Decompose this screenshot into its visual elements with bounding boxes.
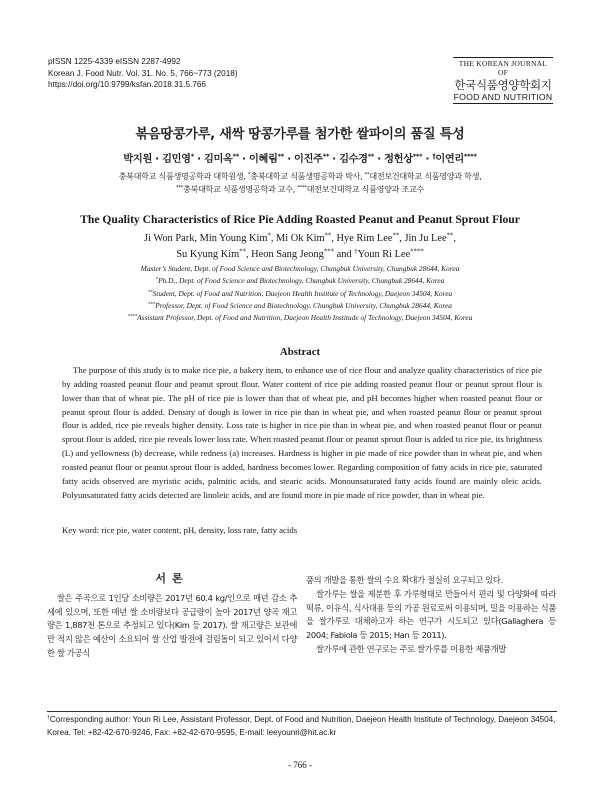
author-affiliation-mark: * [190, 152, 194, 161]
author-separator: · [422, 154, 433, 165]
affiliation-text: Student, Dept. of Food and Nutrition, Daejeon Health Institute of Technology, Daejeon 34504, Korea [152, 289, 453, 298]
logo-top-rule [453, 57, 553, 58]
author-affiliation-mark: ** [446, 232, 454, 240]
author-name: 이연리 [435, 154, 464, 165]
author-separator: , [270, 233, 277, 244]
affiliation-text: Assistant Professor, Dept. of Food and Nutrition, Daejeon Health Institude of Technology, Daejeon 34504, Korea [137, 313, 473, 322]
issn-line: pISSN 1225-4339 eISSN 2287-4992 [48, 57, 181, 66]
journal-name-en-bottom: FOOD AND NUTRITION [453, 92, 553, 102]
journal-logo [453, 57, 553, 104]
affiliation-english-line [0, 276, 600, 285]
affiliation-english-line [0, 313, 600, 322]
author-separator: · [238, 154, 249, 165]
affiliation-mark: **** [297, 185, 307, 192]
affiliation-text: 충북대학교 식품생명공학과 대학원생, [118, 171, 248, 181]
body-paragraph: 쌀은 주곡으로 1인당 소비량은 2017년 60.4 kg/인으로 매년 감소 추세에 있으며, 또한 매년 쌀 소비량보다 공급량이 높아 2017년 양곡 재고량은 1,887천 톤으로 추정되고 있다(Kim 등 2017). 쌀 재고량은 보관에만 적지 않은 예산이 소요되어 쌀 산업 발전에 걸림돌이 되고 있어서 다양한 쌀 가공식 [47, 592, 297, 658]
affiliation-mark: *** [148, 302, 156, 308]
author-name: Su Kyung Kim [176, 249, 240, 260]
section-heading-introduction: 서론 [155, 572, 189, 585]
author-name: 이혜림 [248, 154, 278, 165]
author-separator: · [374, 154, 385, 165]
author-name: Jin Ju Lee [404, 233, 447, 244]
author-separator: · [329, 154, 340, 165]
page-number: - 766 - [288, 760, 312, 770]
author-separator: · [283, 154, 295, 165]
author-separator: , [194, 233, 200, 244]
affiliation-text: 대전보건대학교 식품영양과 학생, [369, 171, 482, 181]
author-affiliation-mark: ** [324, 232, 332, 240]
affiliation-korean-line2 [0, 184, 600, 195]
affiliation-mark: ** [364, 172, 370, 179]
author-name: Youn Ri Lee [357, 249, 411, 260]
abstract-body [62, 364, 542, 502]
citation-line: Korean J. Food Nutr. Vol. 31. No. 5, 766~773 (2018) [48, 68, 238, 78]
author-affiliation-mark: ** [239, 248, 246, 256]
author-name: Min Young Kim [199, 233, 268, 244]
author-name: 김민영 [162, 154, 191, 165]
affiliation-korean-line1 [0, 171, 600, 182]
footnote-divider [47, 711, 557, 712]
author-name: Mi Ok Kim [276, 233, 325, 244]
author-affiliation-mark: *** [323, 248, 334, 256]
author-affiliation-mark: *** [412, 152, 423, 161]
affiliation-text: Ph.D., Dept. of Food Science and Biotechnology, Chungbuk University, Chungbuk 28644, Korea [158, 276, 445, 285]
author-separator: , [453, 233, 456, 244]
affiliation-english-line [0, 264, 600, 273]
affiliation-text: 대전보건대학교 식품영양과 조교수 [306, 184, 424, 194]
author-separator: · [193, 154, 204, 165]
body-paragraph: 쌀가루에 관한 연구로는 주로 쌀가루를 이용한 제품개발 [316, 643, 507, 654]
author-affiliation-mark: ** [392, 232, 400, 240]
author-name: 김미옥 [203, 154, 233, 165]
author-name: 김수경 [339, 154, 368, 165]
doi-link[interactable]: https://doi.org/10.9799/ksfan.2018.31.5.766 [48, 80, 206, 89]
affiliation-mark: **** [127, 314, 138, 320]
corresponding-mark: † [354, 248, 358, 256]
affiliation-mark: * [247, 172, 251, 179]
author-list-english-line2 [0, 249, 600, 260]
affiliation-mark: *** [176, 185, 183, 192]
body-column-right [306, 574, 556, 657]
author-separator: , [331, 233, 337, 244]
author-affiliation-mark: ** [322, 152, 329, 161]
author-list-korean [0, 150, 600, 165]
journal-name-en-top: THE KOREAN JOURNAL OF [458, 59, 548, 77]
author-affiliation-mark: ** [277, 152, 284, 161]
logo-bottom-rule [453, 103, 553, 104]
paper-title-english: The Quality Characteristics of Rice Pie Adding Roasted Peanut and Peanut Sprout Flour [80, 213, 520, 226]
author-affiliation-mark: **** [463, 152, 477, 161]
abstract-text: The purpose of this study is to make rice pie, a bakery item, to enhance use of rice flour and analyze quality characteristics of rice pie by adding roasted peanut flour and peanut sprout flour. Water content of rice pie adding roasted peanut flour or peanut sprout flour is lower than that of wheat pie. The pH of rice pie is lower than that of wheat pie, and pH becomes higher when roasted peanut flour or peanut sprout flour is added. Density of dough is lower in rice pie than in wheat pie, and when roasted peanut flour or peanut sprout flour is added, rice pie reveals higher density. Loss rate is higher in rice pie than in wheat pie, and when roasted peanut flour or peanut sprout flour is added, rice pie reveals lower loss rate. When roasted peanut flour or peanut sprout flour is added to rice pie, its brightness (L) and yellowness (b) decrease, while redness (a) increases. Hardness is higher in pie made of rice powder than in wheat pie, and when roasted peanut flour or peanut sprout flour is added, hardness becomes lower. Regarding composition of fatty acids in rice pie, saturated fatty acids observed are myristic acids, palmitic acids, and stearic acids. Monounsaturated fatty acids found are mainly oleic acids. Polyunsaturated fatty acids detected are linoleic acids, and are found more in pie made of rice powder, than in wheat pie. [62, 365, 542, 500]
author-name: 이진주 [294, 154, 323, 165]
affiliation-mark: * [155, 277, 159, 283]
author-affiliation-mark: ** [232, 152, 239, 161]
affiliation-text: 충북대학교 식품생명공학과 박사, [250, 171, 365, 181]
author-affiliation-mark: ** [367, 152, 375, 161]
body-column-left [47, 572, 297, 661]
author-separator: , [399, 233, 405, 244]
journal-name-kr: 한국식품영양학회지 [454, 78, 552, 92]
paper-title-korean: 볶음땅콩가루, 새싹 땅콩가루를 첨가한 쌀파이의 품질 특성 [135, 127, 465, 142]
body-paragraph: 쌀가루는 쌀을 제분한 후 가루형태로 만들어서 편리 및 다양화에 따라 떡류, 이유식, 식사대용 등의 가공 원료로써 이용되며, 밀을 이용하는 식품을 쌀가루로 대체하고자 하는 연구가 시도되고 있다(Gallaghera 등 2004; Fabiola 등 2015; Han 등 2011). [306, 588, 556, 641]
footnote-text: Corresponding author: Youn Ri Lee, Assistant Professor, Dept. of Food and Nutrition, Daejeon Health Institute of Technology, Daejeon 34504, Korea. Tel: +82-42-670-9246, Fax: +82-42-670-9595, E-mail: leeyounri@hit.ac.kr [47, 715, 556, 737]
keywords-line: Key word: rice pie, water content, pH, density, loss rate, fatty acids [62, 525, 298, 535]
author-conjunction: and [336, 249, 352, 260]
abstract-heading: Abstract [279, 346, 321, 358]
affiliation-text: Master’s Student, Dept. of Food Science and Biotechnology, Chungbuk University, Chungbuk 28644, Korea [140, 264, 460, 273]
footnote-mark: † [47, 715, 50, 722]
author-separator: · [151, 154, 163, 165]
author-name: 정헌상 [384, 154, 413, 165]
corresponding-mark: † [432, 152, 436, 161]
author-name: Heon Sang Jeong [251, 249, 324, 260]
affiliation-english-line [0, 289, 600, 298]
author-name: Ji Won Park [144, 233, 195, 244]
affiliation-text: Professor, Dept. of Food Science and Biotechnology, Chungbuk University, Chungbuk 28644, Korea [155, 301, 452, 310]
author-separator: , [245, 249, 252, 260]
corresponding-author-footnote [47, 714, 557, 739]
journal-header-info [48, 56, 238, 91]
body-paragraph: 품의 개발을 통한 쌀의 수요 확대가 절실히 요구되고 있다. [306, 575, 503, 585]
author-name: Hye Rim Lee [336, 233, 393, 244]
affiliation-english-line [0, 301, 600, 310]
affiliation-text: 충북대학교 식품생명공학과 교수, [182, 184, 298, 194]
affiliation-mark: ** [147, 290, 153, 296]
author-name: 박지원 [123, 154, 152, 165]
author-list-english-line1 [0, 233, 600, 244]
author-affiliation-mark: * [267, 232, 271, 240]
author-affiliation-mark: **** [410, 248, 424, 256]
